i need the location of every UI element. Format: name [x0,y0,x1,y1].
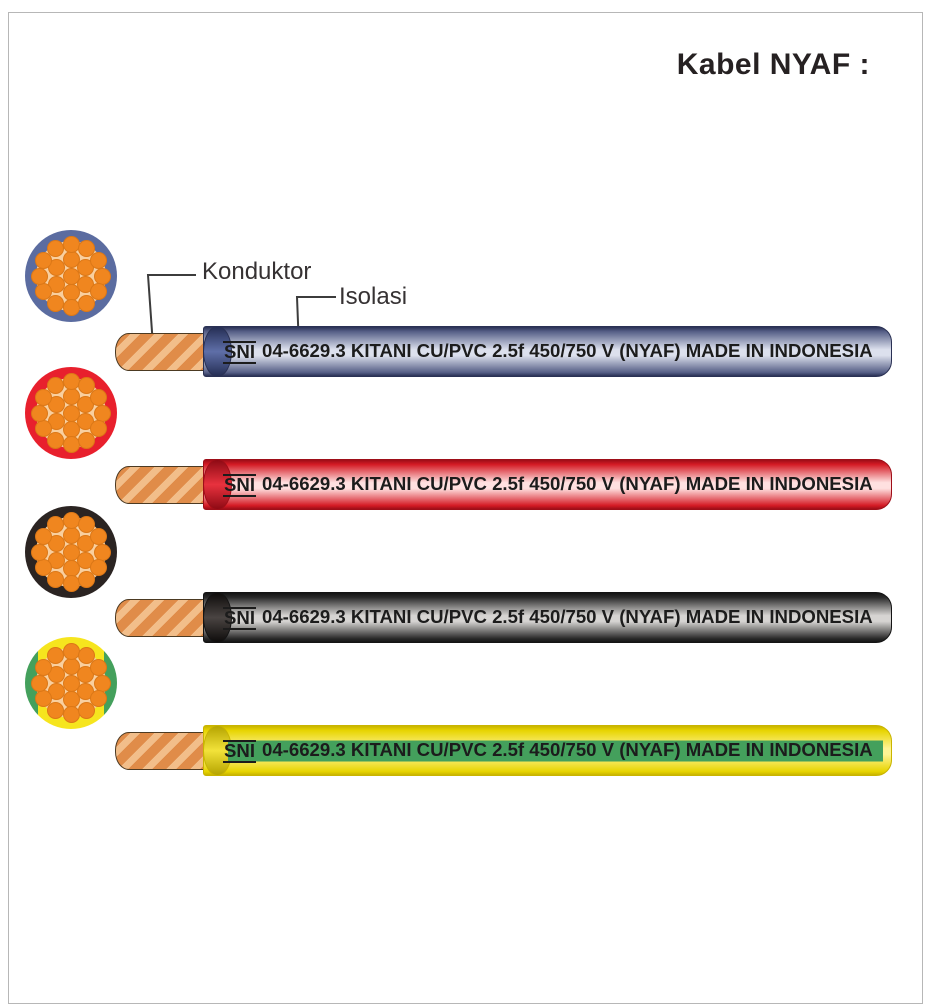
bare-conductor-red [115,466,217,504]
strand [90,252,107,269]
isolasi-label: Isolasi [339,283,408,310]
strand [31,405,48,422]
strand [31,675,48,692]
page-title: Kabel NYAF : [676,48,870,81]
cable-body-blue [203,326,892,377]
strand [78,295,95,312]
sni-mark: SNI [224,474,255,495]
strand [31,544,48,561]
bare-conductor-blue [115,333,217,371]
marking-text: 04-6629.3 KITANI CU/PVC 2.5f 450/750 V (NYAF) MADE IN INDONESIA [262,606,873,627]
cable-body-yellow-green [203,725,892,776]
strand [63,575,80,592]
strand [78,571,95,588]
konduktor-label: Konduktor [202,258,312,285]
strand [63,299,80,316]
marking-text: 04-6629.3 KITANI CU/PVC 2.5f 450/750 V (NYAF) MADE IN INDONESIA [262,739,873,760]
strand [94,405,111,422]
cross-section-red [25,367,117,459]
bare-conductor-black [115,599,217,637]
strand [78,432,95,449]
strand [63,643,80,660]
cable-marking-red [204,460,891,509]
sni-mark: SNI [224,740,255,761]
bare-conductor-yellow-green [115,732,217,770]
strand [94,544,111,561]
sni-mark: SNI [224,341,255,362]
strand [90,528,107,545]
cable-marking-blue [204,327,891,376]
cross-section-black [25,506,117,598]
sni-mark: SNI [224,607,255,628]
strand [63,373,80,390]
strand [63,706,80,723]
strand [90,659,107,676]
marking-text: 04-6629.3 KITANI CU/PVC 2.5f 450/750 V (NYAF) MADE IN INDONESIA [262,473,873,494]
cable-body-black [203,592,892,643]
strand [63,436,80,453]
strand [94,675,111,692]
marking-text: 04-6629.3 KITANI CU/PVC 2.5f 450/750 V (NYAF) MADE IN INDONESIA [262,340,873,361]
strand [31,268,48,285]
strand [63,512,80,529]
cable-marking-black [204,593,891,642]
cross-section-blue [25,230,117,322]
cable-body-red [203,459,892,510]
cross-section-yellow-green [25,637,117,729]
strand [90,389,107,406]
strand [94,268,111,285]
cable-marking-yellow-green [204,726,891,775]
strand [78,702,95,719]
strand [63,236,80,253]
